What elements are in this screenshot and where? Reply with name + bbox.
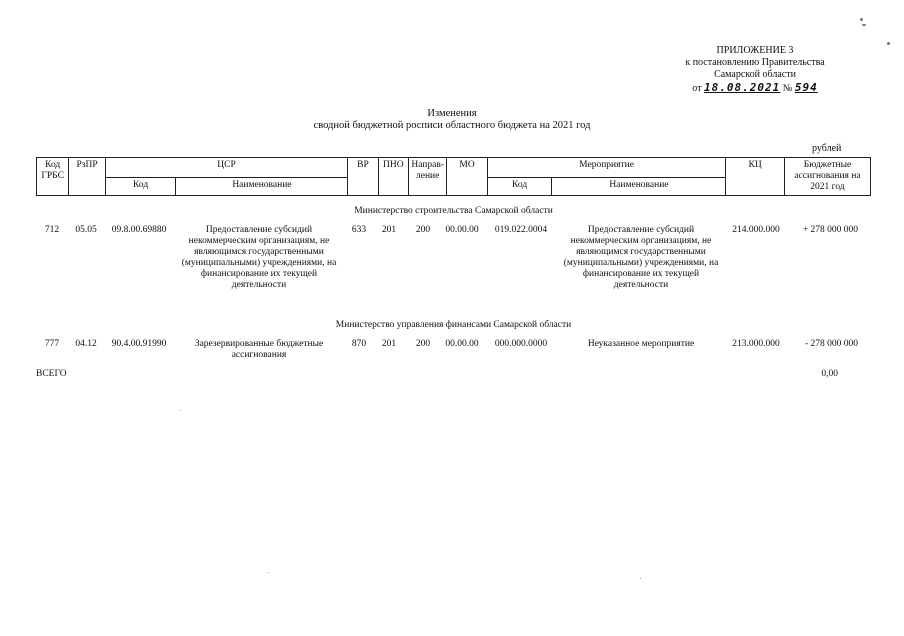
resolution-date: 18.08.2021 bbox=[704, 81, 781, 94]
date-number-line bbox=[660, 82, 850, 95]
title-line-2: сводной бюджетной росписи областного бюджета на 2021 год bbox=[313, 120, 591, 131]
row-event-code: 019.022.0004 bbox=[494, 225, 548, 235]
resolution-line: к постановлению Правительства bbox=[685, 57, 825, 68]
ministry-heading: Министерство строительства Самарской области bbox=[354, 206, 553, 216]
scan-speck bbox=[860, 18, 863, 21]
table-row bbox=[0, 225, 904, 300]
resolution-number: 594 bbox=[794, 81, 818, 94]
scan-speck bbox=[640, 578, 641, 579]
scan-speck bbox=[268, 572, 269, 573]
row-event-name: Неуказанное мероприятие bbox=[587, 339, 695, 349]
col-event: Мероприятие bbox=[487, 158, 726, 178]
col-csr-code: Код bbox=[105, 178, 176, 196]
table-header bbox=[36, 157, 871, 196]
row-mo: 00.00.00 bbox=[445, 339, 479, 349]
col-mo: МО bbox=[447, 158, 487, 196]
total-value: 0,00 bbox=[821, 369, 838, 379]
scan-speck bbox=[180, 410, 181, 411]
row-direction: 200 bbox=[415, 225, 431, 235]
number-label: № bbox=[782, 83, 793, 94]
row-direction: 200 bbox=[415, 339, 431, 349]
document-title bbox=[0, 108, 904, 132]
total-label: ВСЕГО bbox=[36, 369, 67, 379]
row-amount: - 278 000 000 bbox=[804, 339, 858, 349]
row-csr-code: 09.8.00.69880 bbox=[111, 225, 167, 235]
col-kc: КЦ bbox=[726, 158, 785, 196]
col-event-name: Наименование bbox=[552, 178, 726, 196]
row-kc: 214.000.000 bbox=[732, 225, 780, 235]
row-pno: 201 bbox=[381, 225, 397, 235]
row-event-code: 000.000.0000 bbox=[494, 339, 548, 349]
row-pno: 201 bbox=[381, 339, 397, 349]
appendix-header bbox=[660, 45, 850, 95]
row-csr-code: 90.4.00.91990 bbox=[111, 339, 167, 349]
row-amount: + 278 000 000 bbox=[802, 225, 858, 235]
col-csr-name: Наименование bbox=[176, 178, 348, 196]
scan-speck bbox=[887, 42, 890, 45]
row-kc: 213.000.000 bbox=[732, 339, 780, 349]
col-event-code: Код bbox=[487, 178, 552, 196]
row-rzpr: 05.05 bbox=[75, 225, 97, 235]
row-vr: 870 bbox=[351, 339, 367, 349]
units-label: рублей bbox=[812, 143, 842, 154]
row-csr-name: Предоставление субсидий некоммерческим организациям, не являющимся государственными (муниципальными) учреждениями, на финансирование их текущей деятельности bbox=[181, 225, 337, 290]
title-line-1: Изменения bbox=[427, 108, 477, 119]
row-csr-name: Зарезервированные бюджетные ассигнования bbox=[194, 339, 324, 360]
row-vr: 633 bbox=[351, 225, 367, 235]
table-row bbox=[0, 339, 904, 365]
row-event-name: Предоставление субсидий некоммерческим организациям, не являющимся государственными (муниципальными) учреждениями, на финансирование их текущей деятельности bbox=[563, 225, 719, 290]
col-budget: Бюджетные ассигнования на 2021 год bbox=[784, 158, 870, 196]
row-grbs: 777 bbox=[44, 339, 60, 349]
row-mo: 00.00.00 bbox=[445, 225, 479, 235]
appendix-title: ПРИЛОЖЕНИЕ 3 bbox=[716, 45, 794, 56]
col-grbs: Код ГРБС bbox=[37, 158, 69, 196]
col-rzpr: РзПР bbox=[69, 158, 105, 196]
col-pno: ПНО bbox=[378, 158, 408, 196]
scan-speck bbox=[862, 24, 866, 26]
col-direction: Направ-ление bbox=[408, 158, 446, 196]
row-rzpr: 04.12 bbox=[75, 339, 97, 349]
col-csr: ЦСР bbox=[105, 158, 348, 178]
col-vr: ВР bbox=[348, 158, 378, 196]
ministry-heading: Министерство управления финансами Самарской области bbox=[335, 320, 572, 330]
region-line: Самарской области bbox=[714, 69, 796, 80]
row-grbs: 712 bbox=[44, 225, 60, 235]
from-label: от bbox=[692, 83, 702, 94]
